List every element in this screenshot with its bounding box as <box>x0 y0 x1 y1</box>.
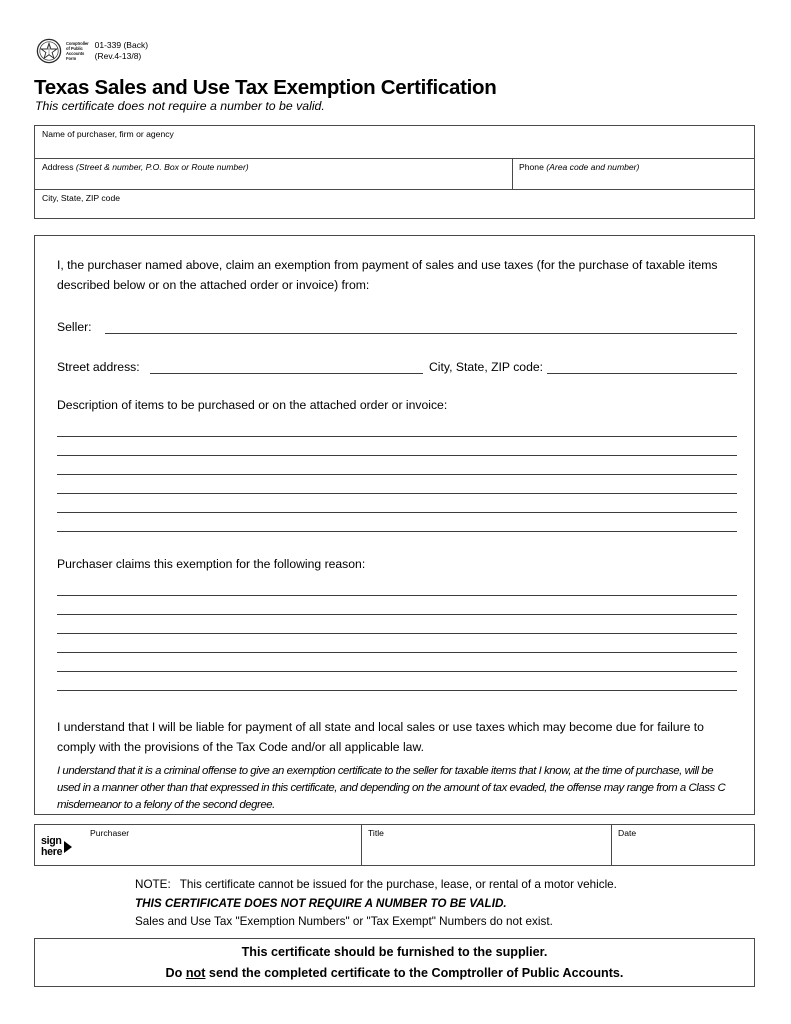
right-arrow-icon <box>64 841 72 853</box>
phone-field-label: Phone (Area code and number) <box>519 162 640 172</box>
street-address-label: Street address: <box>57 360 140 374</box>
name-field-label: Name of purchaser, firm or agency <box>42 129 174 139</box>
agency-name-block <box>66 38 89 64</box>
name-field-row[interactable] <box>35 126 754 158</box>
note-no-number-required: THIS CERTIFICATE DOES NOT REQUIRE A NUMBER TO BE VALID. <box>135 896 507 910</box>
note-tag: NOTE: <box>135 878 171 891</box>
sign-here-line-1: sign <box>41 835 62 847</box>
agency-line: Accounts <box>66 51 85 56</box>
footer-furnish-supplier: This certificate should be furnished to the supplier. <box>241 944 548 959</box>
date-label: Date <box>618 828 637 838</box>
description-label: Description of items to be purchased or on the attached order or invoice: <box>57 398 448 412</box>
form-revision: (Rev.4-13/8) <box>94 51 142 61</box>
footer-do-not-send-after: send the completed certificate to the Comptroller of Public Accounts. <box>205 965 624 980</box>
page-subtitle: This certificate does not require a number to be valid. <box>35 99 325 113</box>
footer-do-not-send-before: Do <box>165 965 186 980</box>
exemption-claim-paragraph: I, the purchaser named above, claim an exemption from payment of sales and use taxes (for the purchase of taxable items described below or on the attached order or invoice) from: <box>57 258 718 292</box>
sign-here-line-2: here <box>41 845 63 858</box>
note-text: This certificate cannot be issued for the purchase, lease, or rental of a motor vehicle. <box>179 878 617 891</box>
seller-city-state-zip-label: City, State, ZIP code: <box>429 360 544 374</box>
purchaser-signature-label: Purchaser <box>90 828 130 838</box>
description-write-line[interactable] <box>57 512 737 513</box>
liability-paragraph: I understand that I will be liable for payment of all state and local sales or use taxes which may become due for failure to comply with the provisions of the Tax Code and/or all applicable law. <box>57 720 704 754</box>
reason-write-line[interactable] <box>57 652 737 653</box>
footer-not-emphasis: not <box>185 965 206 980</box>
title-date-divider <box>611 825 612 865</box>
footer-instruction-box <box>34 938 755 987</box>
agency-line: Comptroller <box>66 40 89 46</box>
seller-input-line[interactable] <box>105 333 737 334</box>
city-state-zip-field-label: City, State, ZIP code <box>42 193 121 203</box>
description-write-line[interactable] <box>57 531 737 532</box>
reason-write-line[interactable] <box>57 614 737 615</box>
title-label: Title <box>368 828 384 838</box>
certification-body-box <box>34 235 755 815</box>
street-address-input-line[interactable] <box>150 373 423 374</box>
description-write-line[interactable] <box>57 474 737 475</box>
sign-here-marker <box>41 836 72 857</box>
reason-write-line[interactable] <box>57 671 737 672</box>
signature-box <box>34 824 755 866</box>
notes-block <box>135 876 755 932</box>
criminal-offense-paragraph: I understand that it is a criminal offense to give an exemption certificate to the seller for taxable items that I know, at the time of purchase, will be used in a manner other than that expressed in this certificate, and depending on the amount of tax evaded, the offense may range from a Class C misdemeanor to a felony of the second degree. <box>57 765 726 811</box>
agency-line: Form <box>66 56 77 62</box>
footer-do-not-send <box>166 963 624 984</box>
seller-city-state-zip-input-line[interactable] <box>547 373 737 374</box>
note-motor-vehicle <box>135 876 755 895</box>
agency-line: of Public <box>66 45 83 51</box>
note-exemption-numbers: Sales and Use Tax "Exemption Numbers" or "Tax Exempt" Numbers do not exist. <box>135 915 553 928</box>
description-write-line[interactable] <box>57 455 737 456</box>
reason-write-line[interactable] <box>57 633 737 634</box>
sign-here-text <box>41 836 62 857</box>
page-title: Texas Sales and Use Tax Exemption Certification <box>34 76 497 99</box>
city-state-zip-field-row[interactable] <box>35 189 754 218</box>
form-number-block <box>95 38 148 64</box>
form-number: 01-339 (Back) <box>94 40 149 50</box>
description-write-line[interactable] <box>57 493 737 494</box>
purchaser-identity-box <box>34 125 755 219</box>
form-header <box>36 38 148 64</box>
seller-label: Seller: <box>57 320 92 334</box>
reason-write-line[interactable] <box>57 690 737 691</box>
address-phone-field-row[interactable] <box>35 158 754 189</box>
exemption-reason-label: Purchaser claims this exemption for the following reason: <box>57 557 366 571</box>
description-write-line[interactable] <box>57 436 737 437</box>
texas-comptroller-seal-icon <box>36 38 62 64</box>
reason-write-line[interactable] <box>57 595 737 596</box>
address-field-label: Address (Street & number, P.O. Box or Route number) <box>42 162 249 172</box>
address-phone-divider <box>512 158 513 189</box>
purchaser-title-divider <box>361 825 362 865</box>
